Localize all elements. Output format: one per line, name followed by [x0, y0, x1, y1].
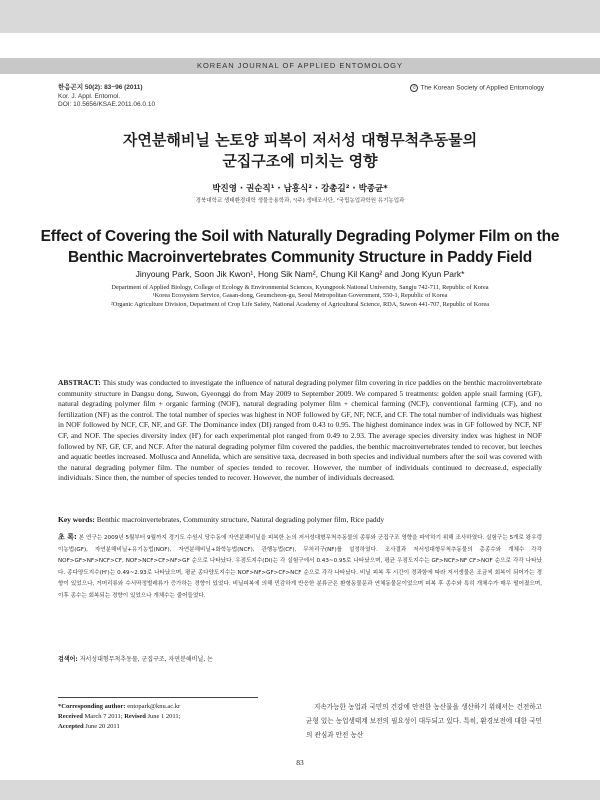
english-affiliation	[58, 284, 542, 309]
bottom-margin-bar	[0, 780, 600, 800]
body-text: 지속가능한 농업과 국민의 건강에 안전한 농산물을 생산하기 위해서는 건전하고 균형 있는 농업생태계 보전의 필요성이 대두되고 있다. 특히, 환경보전에 대한 국민의 관심과 안전 농산	[306, 703, 542, 739]
corresponding-email: entopark@knu.ac.kr	[127, 703, 181, 710]
abstract	[58, 378, 542, 484]
korean-authors: 박진영 · 권순직¹ · 남흥식² · 강총길² · 박종균*	[212, 184, 388, 194]
revised-label: Revised	[124, 713, 146, 720]
english-title-line2: Benthic Macroinvertebrates Community Structure in Paddy Field	[67, 249, 533, 266]
footnote	[58, 702, 278, 732]
citation-doi: DOI: 10.5656/KSAE.2011.06.0.10	[58, 101, 156, 108]
copyright-text: The Korean Society of Applied Entomology	[420, 84, 544, 92]
page-number: 83	[296, 758, 304, 767]
korean-title-line2: 군집구조에 미치는 영향	[222, 152, 378, 170]
dates-line1	[58, 712, 278, 722]
korean-abstract-text: 본 연구는 2009년 5월부터 9월까지 경기도 수원시 당수동에 자연분해비닐을 피복한 논의 저서성대형무척추동물의 종류와 군집구조 영향을 파악하기 위해 조사하였다. 실험구는 5개로 왕우렁이농법(GF), 자연분해비닐+유기농법(NOF), 자연분해비닐+화학농법(NCF), 관행농법(CF), 무처리구(NF)를 설정하였다. 조사결과 저서성대형무척추동물의 총종수와 개체수 각각 NOF>GF>NF>NCF>CF, NOF>NCF>CF>NF>GF 순으로 나타났다. 우점도지수(DI)는 각 실험구에서 0.43~0.95로 나타났으며, 평균 우점도지수는 GF>NCF>NF CF>NOF 순으로 각각 나타났다. 종다양도지수(H')는 0.49~2.93로 나타났으며, 평균 종다양도지수는 NOF>NF>GF>CF>NCF 순으로 각각 나타났다. 비닐 피복 후 시간이 경과함에 따라 저서생물은 조금씩 회복이 되어가는 경향이 있었으나, 거머리류와 수서딱정벌레류가 증가하는 경향이 있었다. 비닐피복에 의해 민감하게 반응한 분류군은 환형동물문과 연체동물문이었으며 피복 후 종수와 특히 개체수가 매우 떨어졌으며, 이후 종수는 회복되는 경향이 있었으나 개체수는 줄어들었다.	[58, 535, 542, 599]
received-label: Received	[58, 713, 83, 720]
korean-abstract-label: 초 록:	[58, 533, 77, 541]
abstract-text: This study was conducted to investigate the influence of natural degrading polymer film covering in rice paddies on the benthic macroinvertebrate community structure in Dangsu dong, Suwon, Gyeonggi do from May 2009 to September 2009. We compared 5 treatments: golden apple snail farming (GF), natural degrading polymer film + organic farming (NOF), natural degrading polymer film + chemical farming (NCF), conventional farming (CF), and no fertilization (NF) as the control. The total number of species was highest in NOF followed by GF, NF, NCF, and CF. The total number of individuals was highest in NOF followed by NCF, CF, NF, and GF. The Dominance index (DI) ranged from 0.43 to 0.95. The highest dominance index was in GF followed by NCF, NF CF, and NOF. The species diversity index (H') for each experimental plot ranged from 0.49 to 2.93. The average species diversity index was highest in NOF followed by NF, GF, CF, and NCF. After the natural degrading polymer film covered the paddies, the benthic macroinvertebrates tended to recover, but leeches and aquatic beetles increased. Mollusca and Annelida, which are sensitive taxa, decreased in both species and individual numbers after the soil was covered with the natural degrading polymer film. The number of species tended to recover. However, the number of individuals continued to decrease.d, especially individuals. Since then, the number of species tended to recover. However, the number of individuals decreased.	[58, 378, 542, 483]
footnote-divider	[58, 697, 258, 698]
korean-keywords-label: 검색어:	[58, 656, 78, 663]
affiliation-line1: Department of Applied Biology, College of Ecology & Environmental Sciences, Kyungpook National University, Sangju 742-711, Republic of Korea	[111, 284, 489, 291]
citation-volume: 한응곤지 50(2): 83~96 (2011)	[58, 84, 143, 91]
accepted-label: Accepted	[58, 723, 84, 730]
received-date: March 7 2011;	[84, 713, 123, 720]
keywords-label: Key words:	[58, 515, 95, 524]
citation-block	[58, 84, 155, 110]
copyright-notice	[410, 84, 544, 92]
korean-title-line1: 자연분해비닐 논토양 피복이 저서성 대형무척추동물의	[122, 131, 478, 149]
korean-title	[0, 130, 600, 172]
corresponding-author	[58, 702, 278, 712]
corresponding-label: *Corresponding author:	[58, 703, 126, 710]
copyright-icon: ©	[410, 84, 418, 92]
korean-keywords-text: 저서성대형무척추동물, 군집구조, 자연분해비닐, 논	[79, 656, 213, 663]
keywords-text: Benthic macroinvertebrates, Community structure, Natural degrading polymer film, Rice paddy	[96, 515, 385, 524]
keywords	[58, 515, 542, 525]
citation-journal: Kor. J. Appl. Entomol.	[58, 92, 121, 100]
accepted-date: June 20 2011	[85, 723, 120, 730]
affiliation-line3: ²Organic Agriculture Division, Department of Crop Life Safety, National Academy of Agricultural Science, RDA, Suwon 441-707, Republic of Korea	[110, 300, 490, 308]
korean-affiliation: 경북대학교 생태환경대학 생물응용학과, ¹(주) 생태조사단, ²국립농업과학원 유기농업과	[195, 198, 405, 204]
abstract-label: ABSTRACT:	[58, 378, 101, 387]
korean-keywords	[58, 654, 542, 663]
dates-line2	[58, 722, 278, 732]
top-margin-bar	[0, 0, 600, 33]
english-title-line1: Effect of Covering the Soil with Naturally Degrading Polymer Film on the	[40, 228, 560, 245]
journal-banner: KOREAN JOURNAL OF APPLIED ENTOMOLOGY	[0, 58, 600, 74]
english-authors: Jinyoung Park, Soon Jik Kwon¹, Hong Sik Nam², Chung Kil Kang² and Jong Kyun Park*	[135, 269, 465, 279]
korean-abstract	[58, 532, 542, 602]
revised-date: June 1 2011;	[147, 713, 181, 720]
english-title	[0, 226, 600, 268]
affiliation-line2: ¹Korea Ecosystem Service, Gasan-dong, Geumcheon-gu, Seoul Metropolitan Government, 550-1, Republic of Korea	[152, 292, 448, 300]
